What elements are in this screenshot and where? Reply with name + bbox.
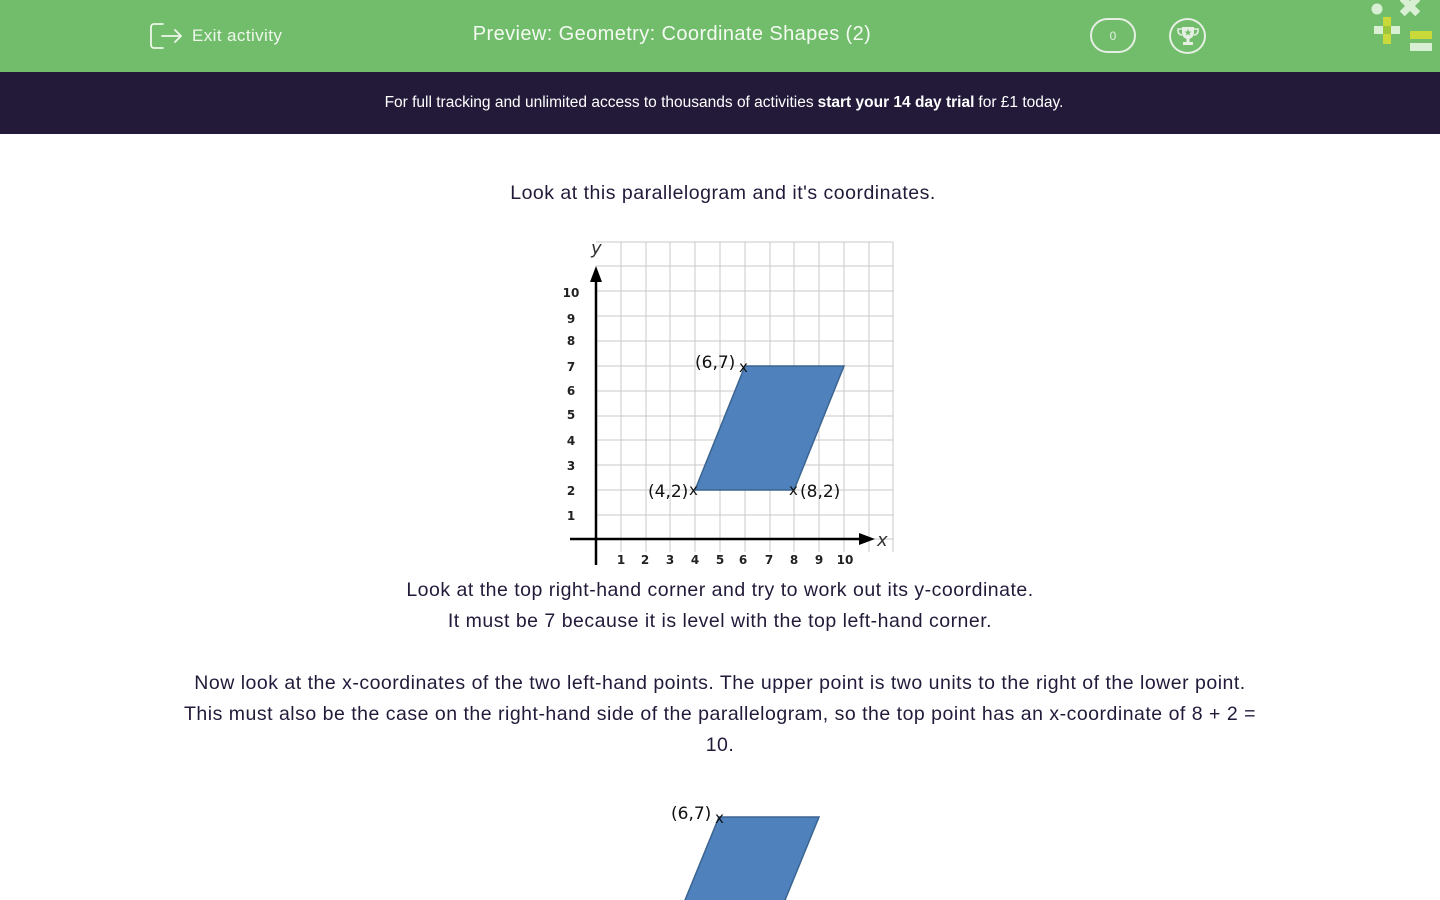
svg-text:(4,2): (4,2) [648,482,689,502]
svg-text:(6,7): (6,7) [695,353,736,373]
svg-text:9: 9 [566,312,576,326]
svg-text:x: x [739,358,748,376]
svg-text:x: x [877,530,888,551]
explanation-line: 10. [705,734,735,756]
explanation-line: It must be 7 because it is level with the top left-hand corner. [447,610,993,632]
explanation [150,575,1290,761]
coordinate-grid-figure [555,232,900,572]
svg-text:7: 7 [566,360,576,374]
svg-text:10: 10 [562,286,580,300]
svg-text:1: 1 [616,553,626,567]
svg-text:(8,2): (8,2) [800,482,841,502]
banner-text: For full tracking and unlimited access to thousands of activities [384,94,814,111]
trophy-icon [1176,25,1200,47]
exit-activity-label: Exit activity [192,26,283,45]
explanation-line: This must also be the case on the right-hand side of the parallelogram, so the top point has an x-coordinate of 8 + 2 = [184,703,1256,725]
svg-text:1: 1 [566,509,576,523]
page-title: Preview: Geometry: Coordinate Shapes (2) [472,23,872,45]
svg-text:x: x [715,809,724,827]
score-badge [1090,18,1136,53]
svg-text:3: 3 [566,459,576,473]
svg-text:10: 10 [836,553,854,567]
svg-text:7: 7 [764,553,774,567]
svg-text:(6,7): (6,7) [671,804,712,824]
parallelogram-shape [683,817,819,900]
brand-logo-icon [1368,0,1440,60]
svg-text:x: x [689,481,698,499]
svg-text:8: 8 [789,553,799,567]
svg-text:8: 8 [566,334,576,348]
svg-text:2: 2 [640,553,650,567]
trial-banner [0,72,1440,134]
explanation-line: Now look at the x-coordinates of the two left-hand points. The upper point is two units to the right of the lower point. [194,672,1246,694]
svg-text:6: 6 [566,384,576,398]
svg-text:4: 4 [690,553,700,567]
score-value: 0 [1109,28,1117,43]
trial-link[interactable]: start your 14 day trial [817,94,975,111]
parallelogram-figure-partial [655,795,855,900]
svg-text:6: 6 [738,553,748,567]
svg-text:y: y [591,238,602,259]
parallelogram-shape [695,366,844,490]
question-prompt: Look at this parallelogram and it's coordinates. [510,182,936,204]
svg-text:5: 5 [715,553,725,567]
svg-text:9: 9 [814,553,824,567]
svg-text:x: x [789,481,798,499]
svg-text:5: 5 [566,408,576,422]
svg-text:4: 4 [566,434,576,448]
top-bar [0,0,1440,72]
banner-text-after: for £1 today. [978,94,1064,111]
trophy-button[interactable] [1169,18,1206,54]
explanation-line: Look at the top right-hand corner and try to work out its y-coordinate. [406,579,1034,601]
svg-text:3: 3 [665,553,675,567]
svg-text:2: 2 [566,484,576,498]
